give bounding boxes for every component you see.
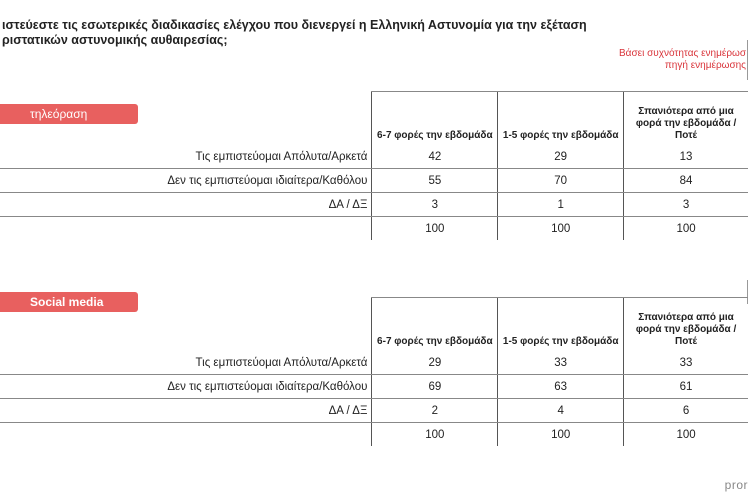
cell-value: 1 (498, 193, 624, 217)
table1-header-row (0, 92, 748, 146)
cell-value: 6 (624, 399, 748, 423)
cell-value: 3 (372, 193, 498, 217)
table1-row (0, 169, 748, 193)
table2-col-header: 6-7 φορές την εβδομάδα (372, 298, 498, 352)
cell-value: 13 (624, 145, 748, 169)
cell-value: 3 (624, 193, 748, 217)
cell-value: 42 (372, 145, 498, 169)
table1-total-row (0, 217, 748, 241)
cell-value: 2 (372, 399, 498, 423)
cell-value: 4 (498, 399, 624, 423)
cell-value: 61 (624, 375, 748, 399)
table2-row (0, 351, 748, 375)
row-label: Τις εμπιστεύομαι Απόλυτα/Αρκετά (0, 145, 372, 169)
question-line-1: ιστεύεστε τις εσωτερικές διαδικασίες ελέγχου που διενεργεί η Ελληνική Αστυνομία για την εξέταση (2, 18, 587, 32)
cell-value: 29 (498, 145, 624, 169)
logo-watermark: pror (724, 478, 748, 492)
question-line-2: ριστατικών αστυνομικής αυθαιρεσίας; (2, 33, 228, 47)
row-label (0, 217, 372, 241)
table2-total-row (0, 423, 748, 447)
base-note-line-2: πηγή ενημέρωσης (664, 60, 746, 71)
cell-value: 33 (624, 351, 748, 375)
table1-col-header: 6-7 φορές την εβδομάδα (372, 92, 498, 146)
row-label: Δεν τις εμπιστεύομαι ιδιαίτερα/Καθόλου (0, 169, 372, 193)
cell-value: 100 (498, 217, 624, 241)
table1 (0, 91, 748, 240)
table2-title-pill: Social media (0, 292, 138, 312)
cell-value: 70 (498, 169, 624, 193)
base-note (619, 48, 746, 72)
table2 (0, 297, 748, 446)
cell-value: 100 (624, 423, 748, 447)
table1-row (0, 193, 748, 217)
cell-value: 33 (498, 351, 624, 375)
table2-row (0, 375, 748, 399)
base-note-line-1: Βάσει συχνότητας ενημέρωσ (619, 48, 746, 59)
cell-value: 55 (372, 169, 498, 193)
table2-row (0, 399, 748, 423)
cell-value: 29 (372, 351, 498, 375)
cell-value: 100 (498, 423, 624, 447)
table2-col-header: 1-5 φορές την εβδομάδα (498, 298, 624, 352)
row-label: ΔΑ / ΔΞ (0, 193, 372, 217)
cell-value: 84 (624, 169, 748, 193)
question-text (0, 18, 748, 48)
cell-value: 100 (372, 217, 498, 241)
table1-header-spacer (0, 92, 372, 146)
row-label: Δεν τις εμπιστεύομαι ιδιαίτερα/Καθόλου (0, 375, 372, 399)
table2-header-spacer (0, 298, 372, 352)
row-label (0, 423, 372, 447)
table1-col-header: Σπανιότερα από μια φορά την εβδομάδα / Ποτέ (624, 92, 748, 146)
cell-value: 63 (498, 375, 624, 399)
cell-value: 100 (624, 217, 748, 241)
table2-col-header: Σπανιότερα από μια φορά την εβδομάδα / Ποτέ (624, 298, 748, 352)
cell-value: 100 (372, 423, 498, 447)
table1-title-pill: τηλεόραση (0, 104, 138, 124)
table2-header-row (0, 298, 748, 352)
table1-row (0, 145, 748, 169)
cell-value: 69 (372, 375, 498, 399)
table1-col-header: 1-5 φορές την εβδομάδα (498, 92, 624, 146)
row-label: ΔΑ / ΔΞ (0, 399, 372, 423)
row-label: Τις εμπιστεύομαι Απόλυτα/Αρκετά (0, 351, 372, 375)
